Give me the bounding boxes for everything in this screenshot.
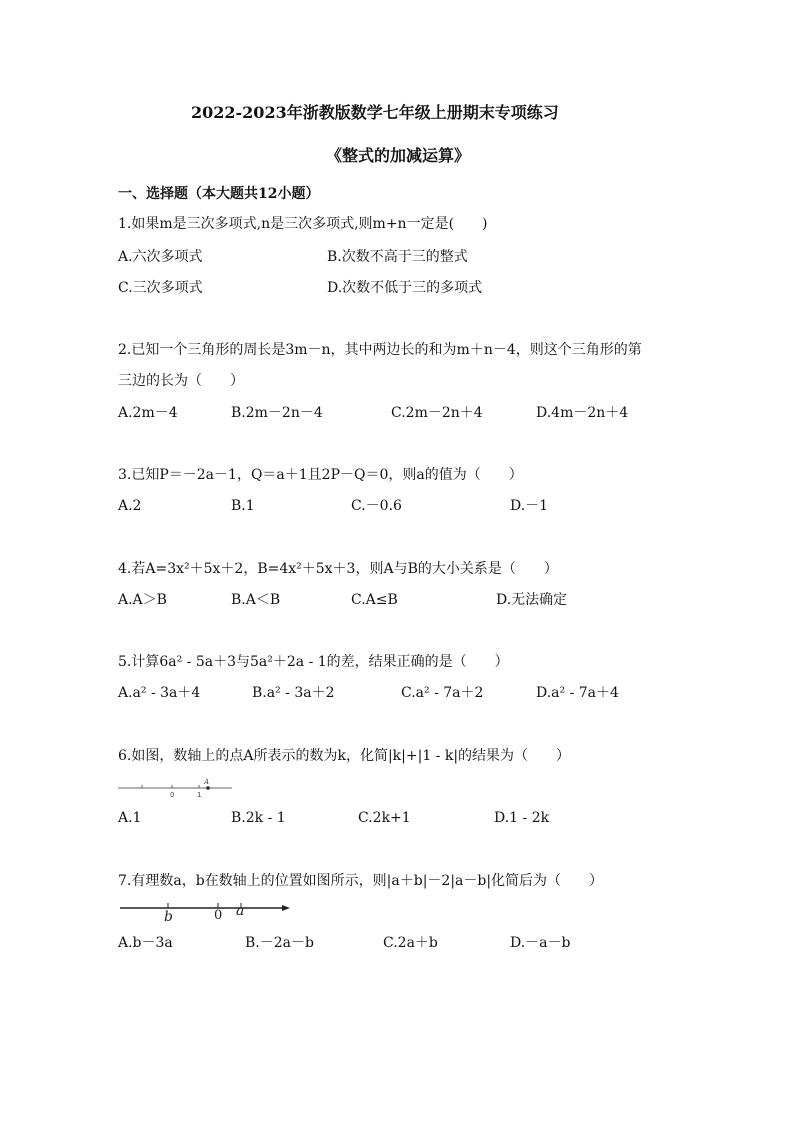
question-7-option-b: B.－2a－b	[245, 935, 314, 951]
question-6-stem: 6.如图，数轴上的点A所表示的数为k，化简|k|+|1 - k|的结果为（ ）	[118, 748, 571, 764]
question-3-option-a: A.2	[118, 498, 142, 514]
question-5-option-b: B.a² - 3a＋2	[252, 685, 335, 701]
question-2-option-a: A.2m－4	[118, 405, 178, 421]
question-7-option-a: A.b－3a	[118, 935, 173, 951]
question-3-option-b: B.1	[231, 498, 255, 514]
question-3-stem: 3.已知P＝－2a－1，Q＝a＋1且2P－Q＝0，则a的值为（ ）	[118, 467, 523, 483]
page-subtitle: 《整式的加减运算》	[326, 146, 471, 165]
question-1-option-b: B.次数不高于三的整式	[327, 249, 468, 265]
question-4-option-d: D.无法确定	[496, 592, 568, 608]
question-2-option-c: C.2m－2n＋4	[391, 405, 483, 421]
question-4-stem: 4.若A=3x²＋5x＋2，B=4x²＋5x＋3，则A与B的大小关系是（ ）	[118, 561, 558, 577]
question-6-option-a: A.1	[118, 810, 142, 826]
question-1-option-a: A.六次多项式	[118, 249, 203, 265]
question-6-option-d: D.1 - 2k	[494, 810, 550, 826]
question-7-option-d: D.－a－b	[510, 935, 571, 951]
question-6-option-b: B.2k - 1	[231, 810, 286, 826]
question-1-option-c: C.三次多项式	[118, 280, 203, 296]
question-2-stem-line-1: 2.已知一个三角形的周长是3m－n，其中两边长的和为m＋n－4，则这个三角形的第	[118, 342, 642, 358]
question-7-option-c: C.2a＋b	[383, 935, 438, 951]
question-5-stem: 5.计算6a² - 5a＋3与5a²＋2a - 1的差，结果正确的是（ ）	[118, 654, 509, 670]
question-4-option-a: A.A＞B	[118, 592, 167, 608]
point-a-dot	[206, 786, 210, 790]
point-label-a: A	[204, 778, 210, 786]
arrow-head-icon	[282, 905, 290, 911]
tick-label-0: 0	[170, 791, 175, 799]
question-1-option-d: D.次数不低于三的多项式	[327, 280, 483, 296]
question-4-option-b: B.A＜B	[231, 592, 281, 608]
question-1-stem: 1.如果m是三次多项式,n是三次多项式,则m+n一定是( )	[118, 216, 488, 232]
question-2-stem-line-2: 三边的长为（ ）	[118, 373, 244, 389]
origin-label: 0	[214, 908, 223, 923]
number-line-figure-q7	[118, 898, 298, 925]
point-label-a: a	[236, 903, 245, 919]
page-title: 2022-2023年浙教版数学七年级上册期末专项练习	[191, 103, 559, 122]
section-heading: 一、选择题（本大题共12小题）	[118, 186, 320, 202]
question-2-option-b: B.2m－2n－4	[231, 405, 323, 421]
question-5-option-c: C.a² - 7a＋2	[401, 685, 484, 701]
tick-label-1: 1	[197, 791, 202, 799]
question-3-option-d: D.－1	[510, 498, 549, 514]
question-5-option-d: D.a² - 7a＋4	[536, 685, 619, 701]
question-3-option-c: C.－0.6	[351, 498, 402, 514]
question-2-option-d: D.4m－2n＋4	[536, 405, 629, 421]
number-line-figure-q6	[118, 776, 238, 798]
question-5-option-a: A.a² - 3a＋4	[118, 685, 201, 701]
question-4-option-c: C.A≤B	[351, 592, 398, 608]
question-6-option-c: C.2k+1	[358, 810, 411, 826]
question-7-stem: 7.有理数a，b在数轴上的位置如图所示，则|a＋b|－2|a－b|化简后为（ ）	[118, 873, 604, 889]
point-label-b: b	[164, 909, 173, 925]
